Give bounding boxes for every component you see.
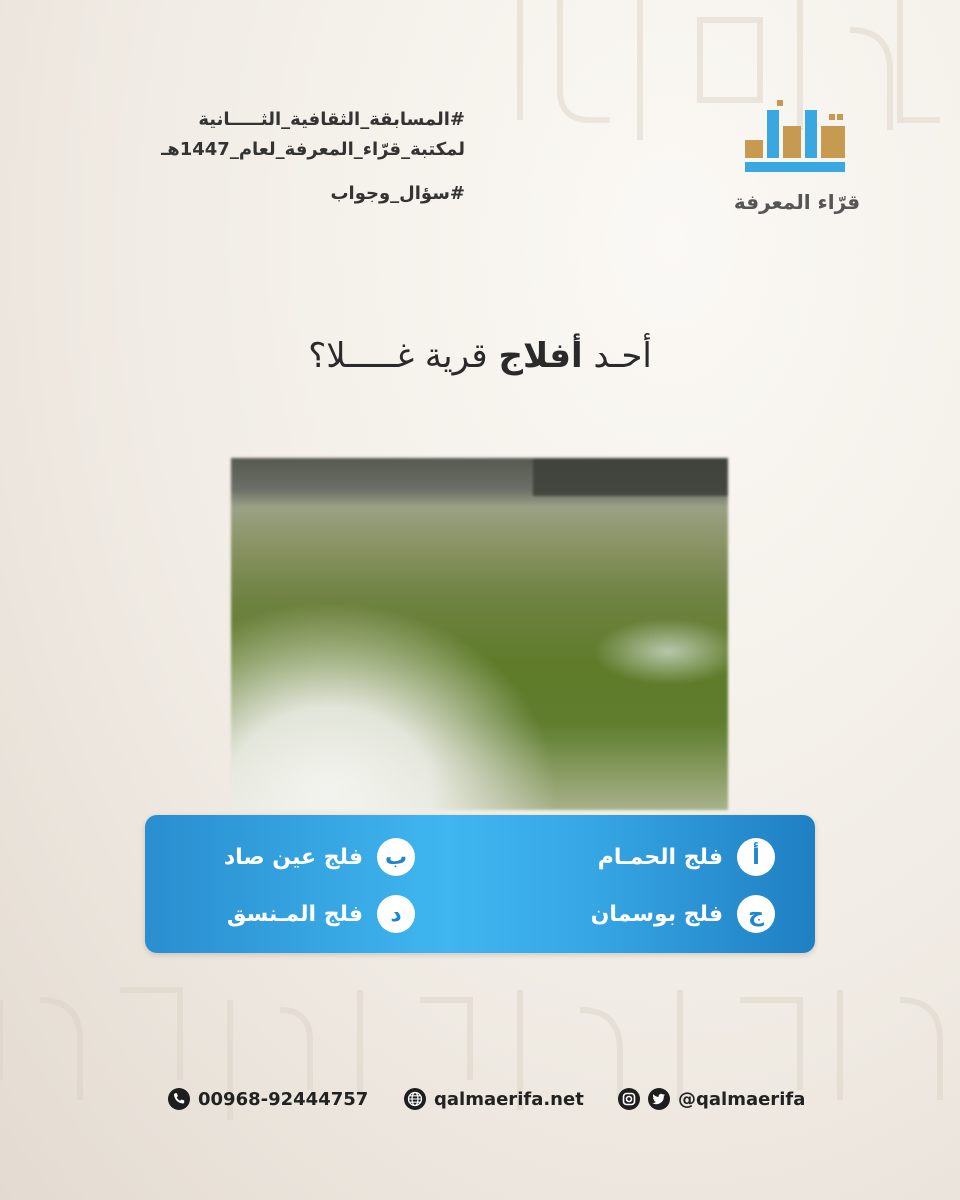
social-handle[interactable]: @qalmaerifa — [678, 1088, 806, 1110]
answer-letter-d: د — [377, 895, 415, 933]
footer-website[interactable] — [404, 1088, 584, 1110]
answer-text-c: فلج بوسمان — [590, 901, 723, 927]
footer-social[interactable] — [618, 1088, 805, 1110]
globe-icon — [404, 1088, 426, 1110]
answers-panel — [145, 815, 815, 953]
answer-text-d: فلج المـنسق — [226, 901, 363, 927]
hashtags — [95, 105, 465, 209]
answer-text-b: فلج عين صاد — [223, 844, 363, 870]
photo-wall-shadow — [533, 458, 728, 496]
phone-icon — [168, 1088, 190, 1110]
logo-mark-icon — [737, 100, 857, 186]
answer-letter-b: ب — [377, 838, 415, 876]
answer-text-a: فلج الحمـام — [597, 844, 723, 870]
falaj-photo — [231, 458, 728, 810]
instagram-icon[interactable] — [618, 1088, 640, 1110]
question-title — [0, 336, 960, 376]
question-bold-word: أفلاج — [498, 336, 583, 376]
hashtag-line-1[interactable]: #المسابقة_الثقافية_الثـــــانية — [198, 109, 465, 130]
logo-caption: قرّاء المعرفة — [733, 190, 861, 214]
question-suffix: قرية غـــــلا؟ — [308, 336, 488, 376]
footer-phone[interactable] — [168, 1088, 368, 1110]
question-prefix: أحـد — [593, 336, 652, 376]
brand-logo — [722, 100, 872, 220]
answer-option-c[interactable] — [591, 892, 775, 936]
answer-option-d[interactable] — [227, 892, 415, 936]
hashtag-line-3[interactable]: #سؤال_وجواب — [330, 183, 465, 204]
answer-letter-a: أ — [737, 838, 775, 876]
answer-option-b[interactable] — [224, 835, 415, 879]
twitter-icon[interactable] — [648, 1088, 670, 1110]
phone-number[interactable]: 00968-92444757 — [198, 1088, 369, 1110]
website-link[interactable]: qalmaerifa.net — [434, 1088, 584, 1110]
answer-letter-c: ج — [737, 895, 775, 933]
photo-fade — [231, 720, 728, 810]
footer-contacts — [0, 1088, 960, 1120]
hashtag-line-2: لمكتبة_قرّاء_المعرفة_لعام_1447هـ — [161, 139, 465, 160]
answer-option-a[interactable] — [598, 835, 775, 879]
